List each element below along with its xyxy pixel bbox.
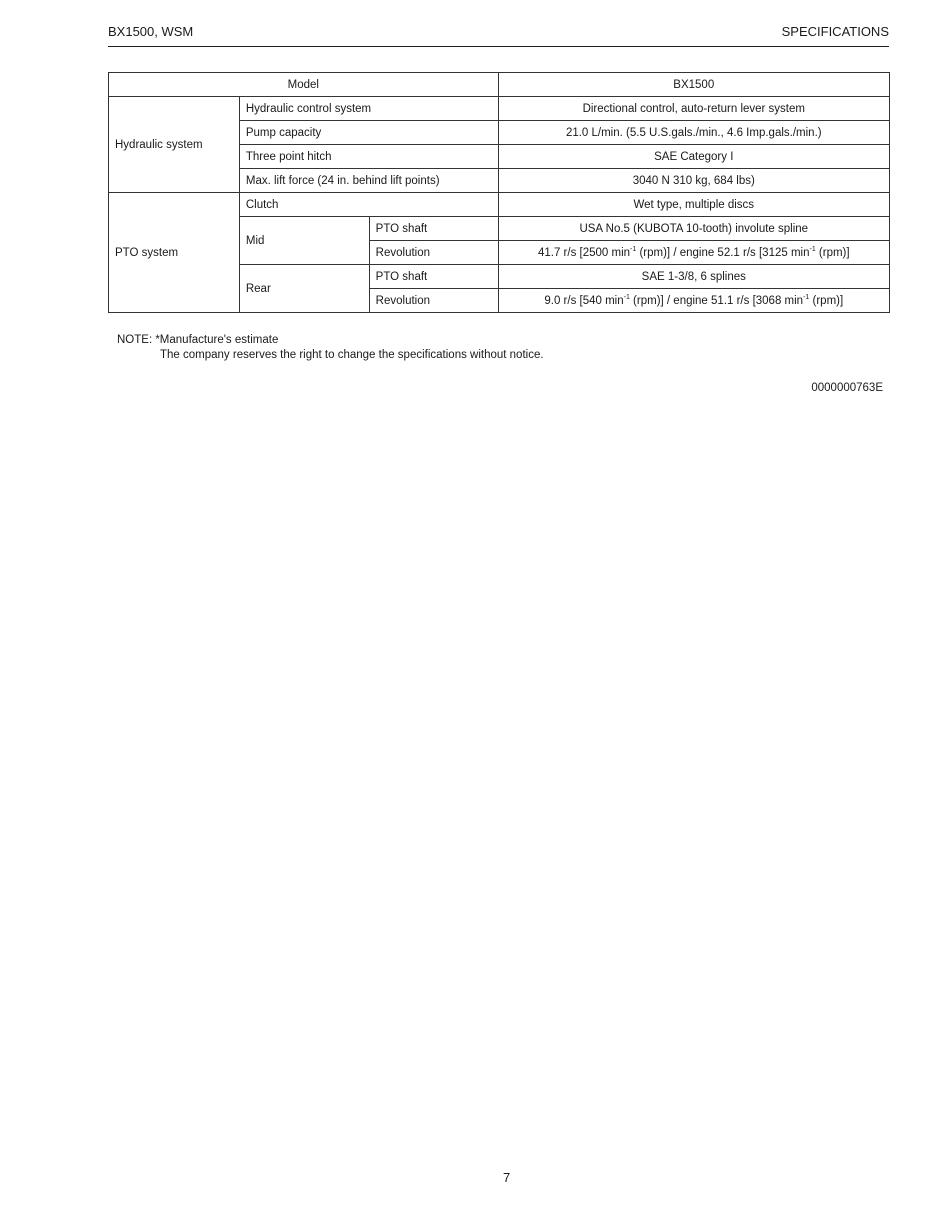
clutch-label: Clutch: [239, 193, 498, 217]
mid-shaft-value: USA No.5 (KUBOTA 10-tooth) involute spline: [498, 217, 889, 241]
rear-revolution-value: [498, 289, 889, 313]
document-code: 0000000763E: [811, 382, 883, 394]
page-number: 7: [503, 1170, 511, 1185]
rear-shaft-label: PTO shaft: [369, 265, 498, 289]
note-line-2: The company reserves the right to change the specifications without notice.: [160, 349, 544, 361]
spec-table: [108, 72, 890, 313]
rear-label: Rear: [239, 265, 369, 313]
mid-revolution-value: [498, 241, 889, 265]
model-label: Model: [109, 73, 499, 97]
row-value: 21.0 L/min. (5.5 U.S.gals./min., 4.6 Imp.gals./min.): [498, 121, 889, 145]
mid-label: Mid: [239, 217, 369, 265]
header-title: BX1500, WSM: [108, 24, 194, 39]
value-part: (rpm)]: [809, 294, 844, 307]
table-row: [109, 193, 890, 217]
row-value: SAE Category I: [498, 145, 889, 169]
value-part: 9.0 r/s [540 min: [544, 294, 624, 307]
table-row: [109, 97, 890, 121]
hydraulic-group-label: Hydraulic system: [109, 97, 240, 193]
clutch-value: Wet type, multiple discs: [498, 193, 889, 217]
table-row: [109, 73, 890, 97]
value-part: (rpm)] / engine 52.1 r/s [3125 min: [636, 246, 810, 259]
rear-shaft-value: SAE 1-3/8, 6 splines: [498, 265, 889, 289]
row-value: 3040 N 310 kg, 684 lbs): [498, 169, 889, 193]
value-part: (rpm)] / engine 51.1 r/s [3068 min: [629, 294, 804, 307]
superscript: -1: [623, 293, 630, 301]
mid-shaft-label: PTO shaft: [369, 217, 498, 241]
pto-group-label: PTO system: [109, 193, 240, 313]
value-part: (rpm)]: [815, 246, 850, 259]
superscript: -1: [803, 293, 810, 301]
row-label: Pump capacity: [239, 121, 498, 145]
note-line-1: NOTE: *Manufacture's estimate: [117, 334, 279, 346]
superscript: -1: [809, 245, 816, 253]
row-label: Hydraulic control system: [239, 97, 498, 121]
row-label: Max. lift force (24 in. behind lift points): [239, 169, 498, 193]
header-section: SPECIFICATIONS: [781, 24, 889, 39]
row-label: Three point hitch: [239, 145, 498, 169]
rear-revolution-label: Revolution: [369, 289, 498, 313]
model-value: BX1500: [498, 73, 889, 97]
mid-revolution-label: Revolution: [369, 241, 498, 265]
header-rule: [108, 46, 889, 47]
value-part: 41.7 r/s [2500 min: [537, 246, 631, 259]
row-value: Directional control, auto-return lever system: [498, 97, 889, 121]
superscript: -1: [630, 245, 637, 253]
